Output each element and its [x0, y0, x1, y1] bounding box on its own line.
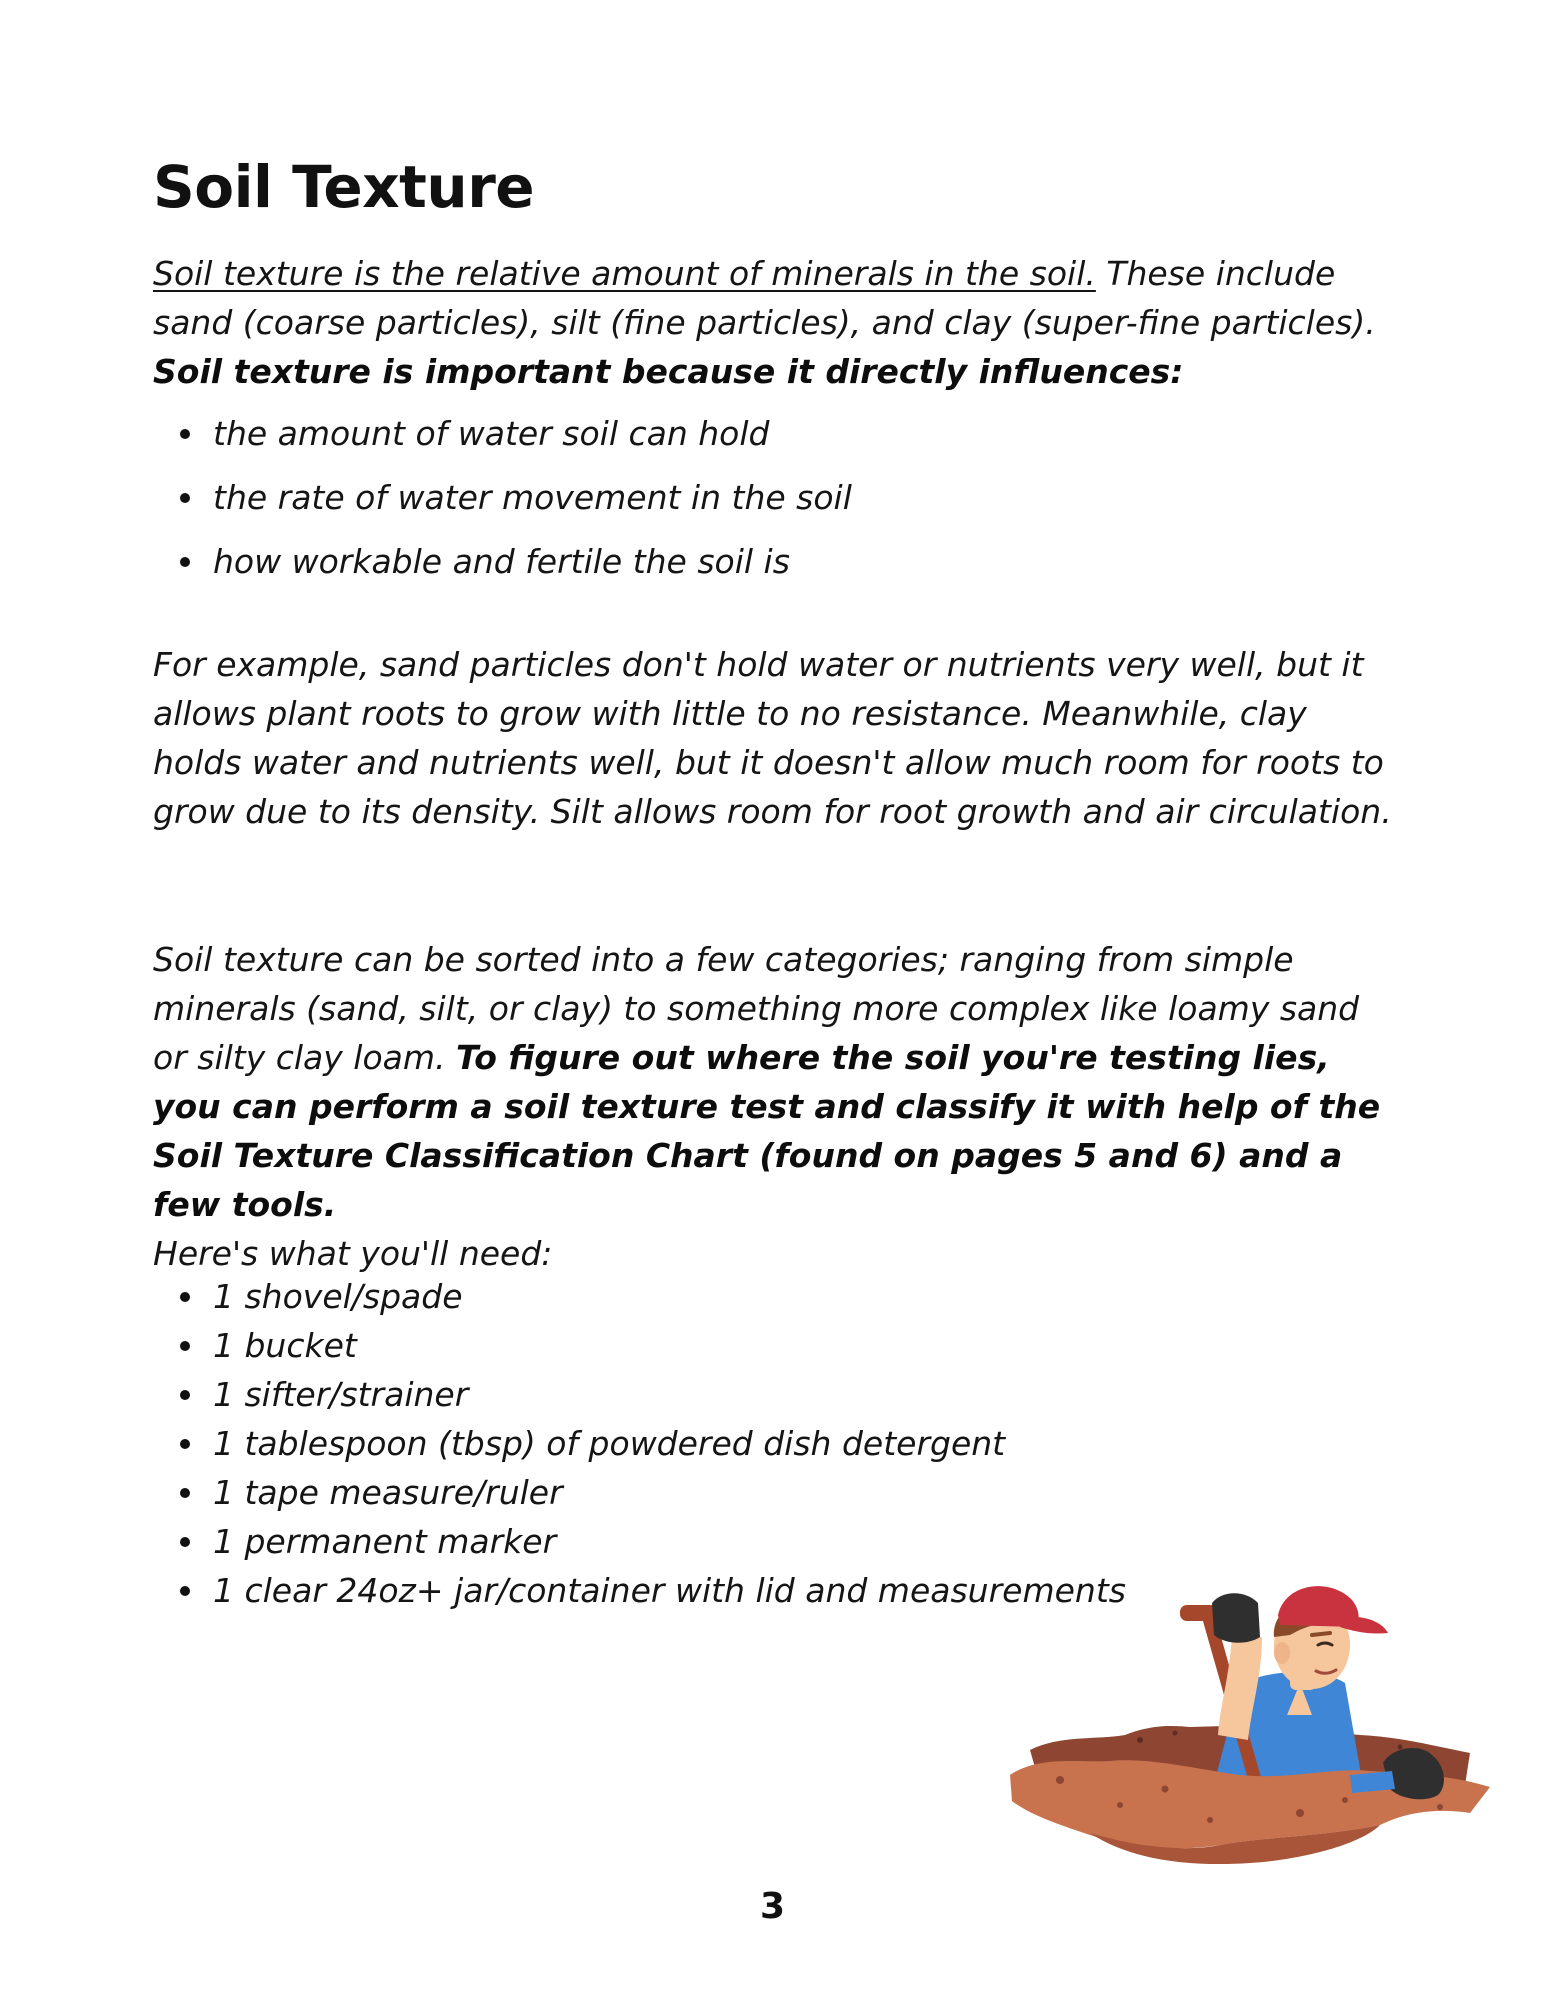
- influences-list: [153, 402, 852, 594]
- bullet-icon: [180, 1439, 190, 1449]
- tools-list: [153, 1272, 1126, 1615]
- categories-bold-statement: To figure out where the soil you're testing lies, you can perform a soil texture test and classify it with help of the Soil Texture Classification Chart (found on pages 5 and 6) and a few tools.: [153, 1038, 1381, 1224]
- bullet-icon: [180, 1488, 190, 1498]
- list-item: the amount of water soil can hold: [153, 402, 852, 466]
- bullet-icon: [180, 1292, 190, 1302]
- list-item: how workable and fertile the soil is: [153, 530, 852, 594]
- list-item: 1 bucket: [153, 1321, 1126, 1370]
- page-title: Soil Texture: [153, 153, 535, 221]
- list-item: 1 permanent marker: [153, 1517, 1126, 1566]
- list-item: 1 tape measure/ruler: [153, 1468, 1126, 1517]
- intro-paragraph: [153, 249, 1403, 396]
- digging-worker-illustration: [1000, 1575, 1500, 1875]
- bullet-icon: [180, 1586, 190, 1596]
- intro-underlined-definition: Soil texture is the relative amount of minerals in the soil.: [153, 254, 1096, 293]
- bullet-icon: [180, 429, 190, 439]
- list-item: 1 sifter/strainer: [153, 1370, 1126, 1419]
- intro-text: These include sand (coarse particles), silt (fine particles), and clay (super-fine particles).: [153, 254, 1376, 342]
- bullet-icon: [180, 557, 190, 567]
- categories-paragraph: [153, 935, 1403, 1278]
- bullet-icon: [180, 1537, 190, 1547]
- categories-after-text: Here's what you'll need:: [153, 1234, 553, 1273]
- bullet-icon: [180, 493, 190, 503]
- list-item: 1 shovel/spade: [153, 1272, 1126, 1321]
- list-item: 1 tablespoon (tbsp) of powdered dish detergent: [153, 1419, 1126, 1468]
- example-paragraph: For example, sand particles don't hold water or nutrients very well, but it allows plant roots to grow with little to no resistance. Meanwhile, clay holds water and nutrients well, but it doesn't allow much room for roots to grow due to its density. Silt allows room for root growth and air circulation.: [153, 645, 1392, 831]
- bullet-icon: [180, 1390, 190, 1400]
- list-item: 1 clear 24oz+ jar/container with lid and measurements: [153, 1566, 1126, 1615]
- page-number: 3: [759, 1886, 786, 1927]
- intro-bold-statement: Soil texture is important because it directly influences:: [153, 352, 1184, 391]
- categories-text: Soil texture can be sorted into a few categories; ranging from simple minerals (sand, silt, or clay) to something more complex like loamy sand or silty clay loam.: [153, 940, 1360, 1077]
- list-item: the rate of water movement in the soil: [153, 466, 852, 530]
- bullet-icon: [180, 1341, 190, 1351]
